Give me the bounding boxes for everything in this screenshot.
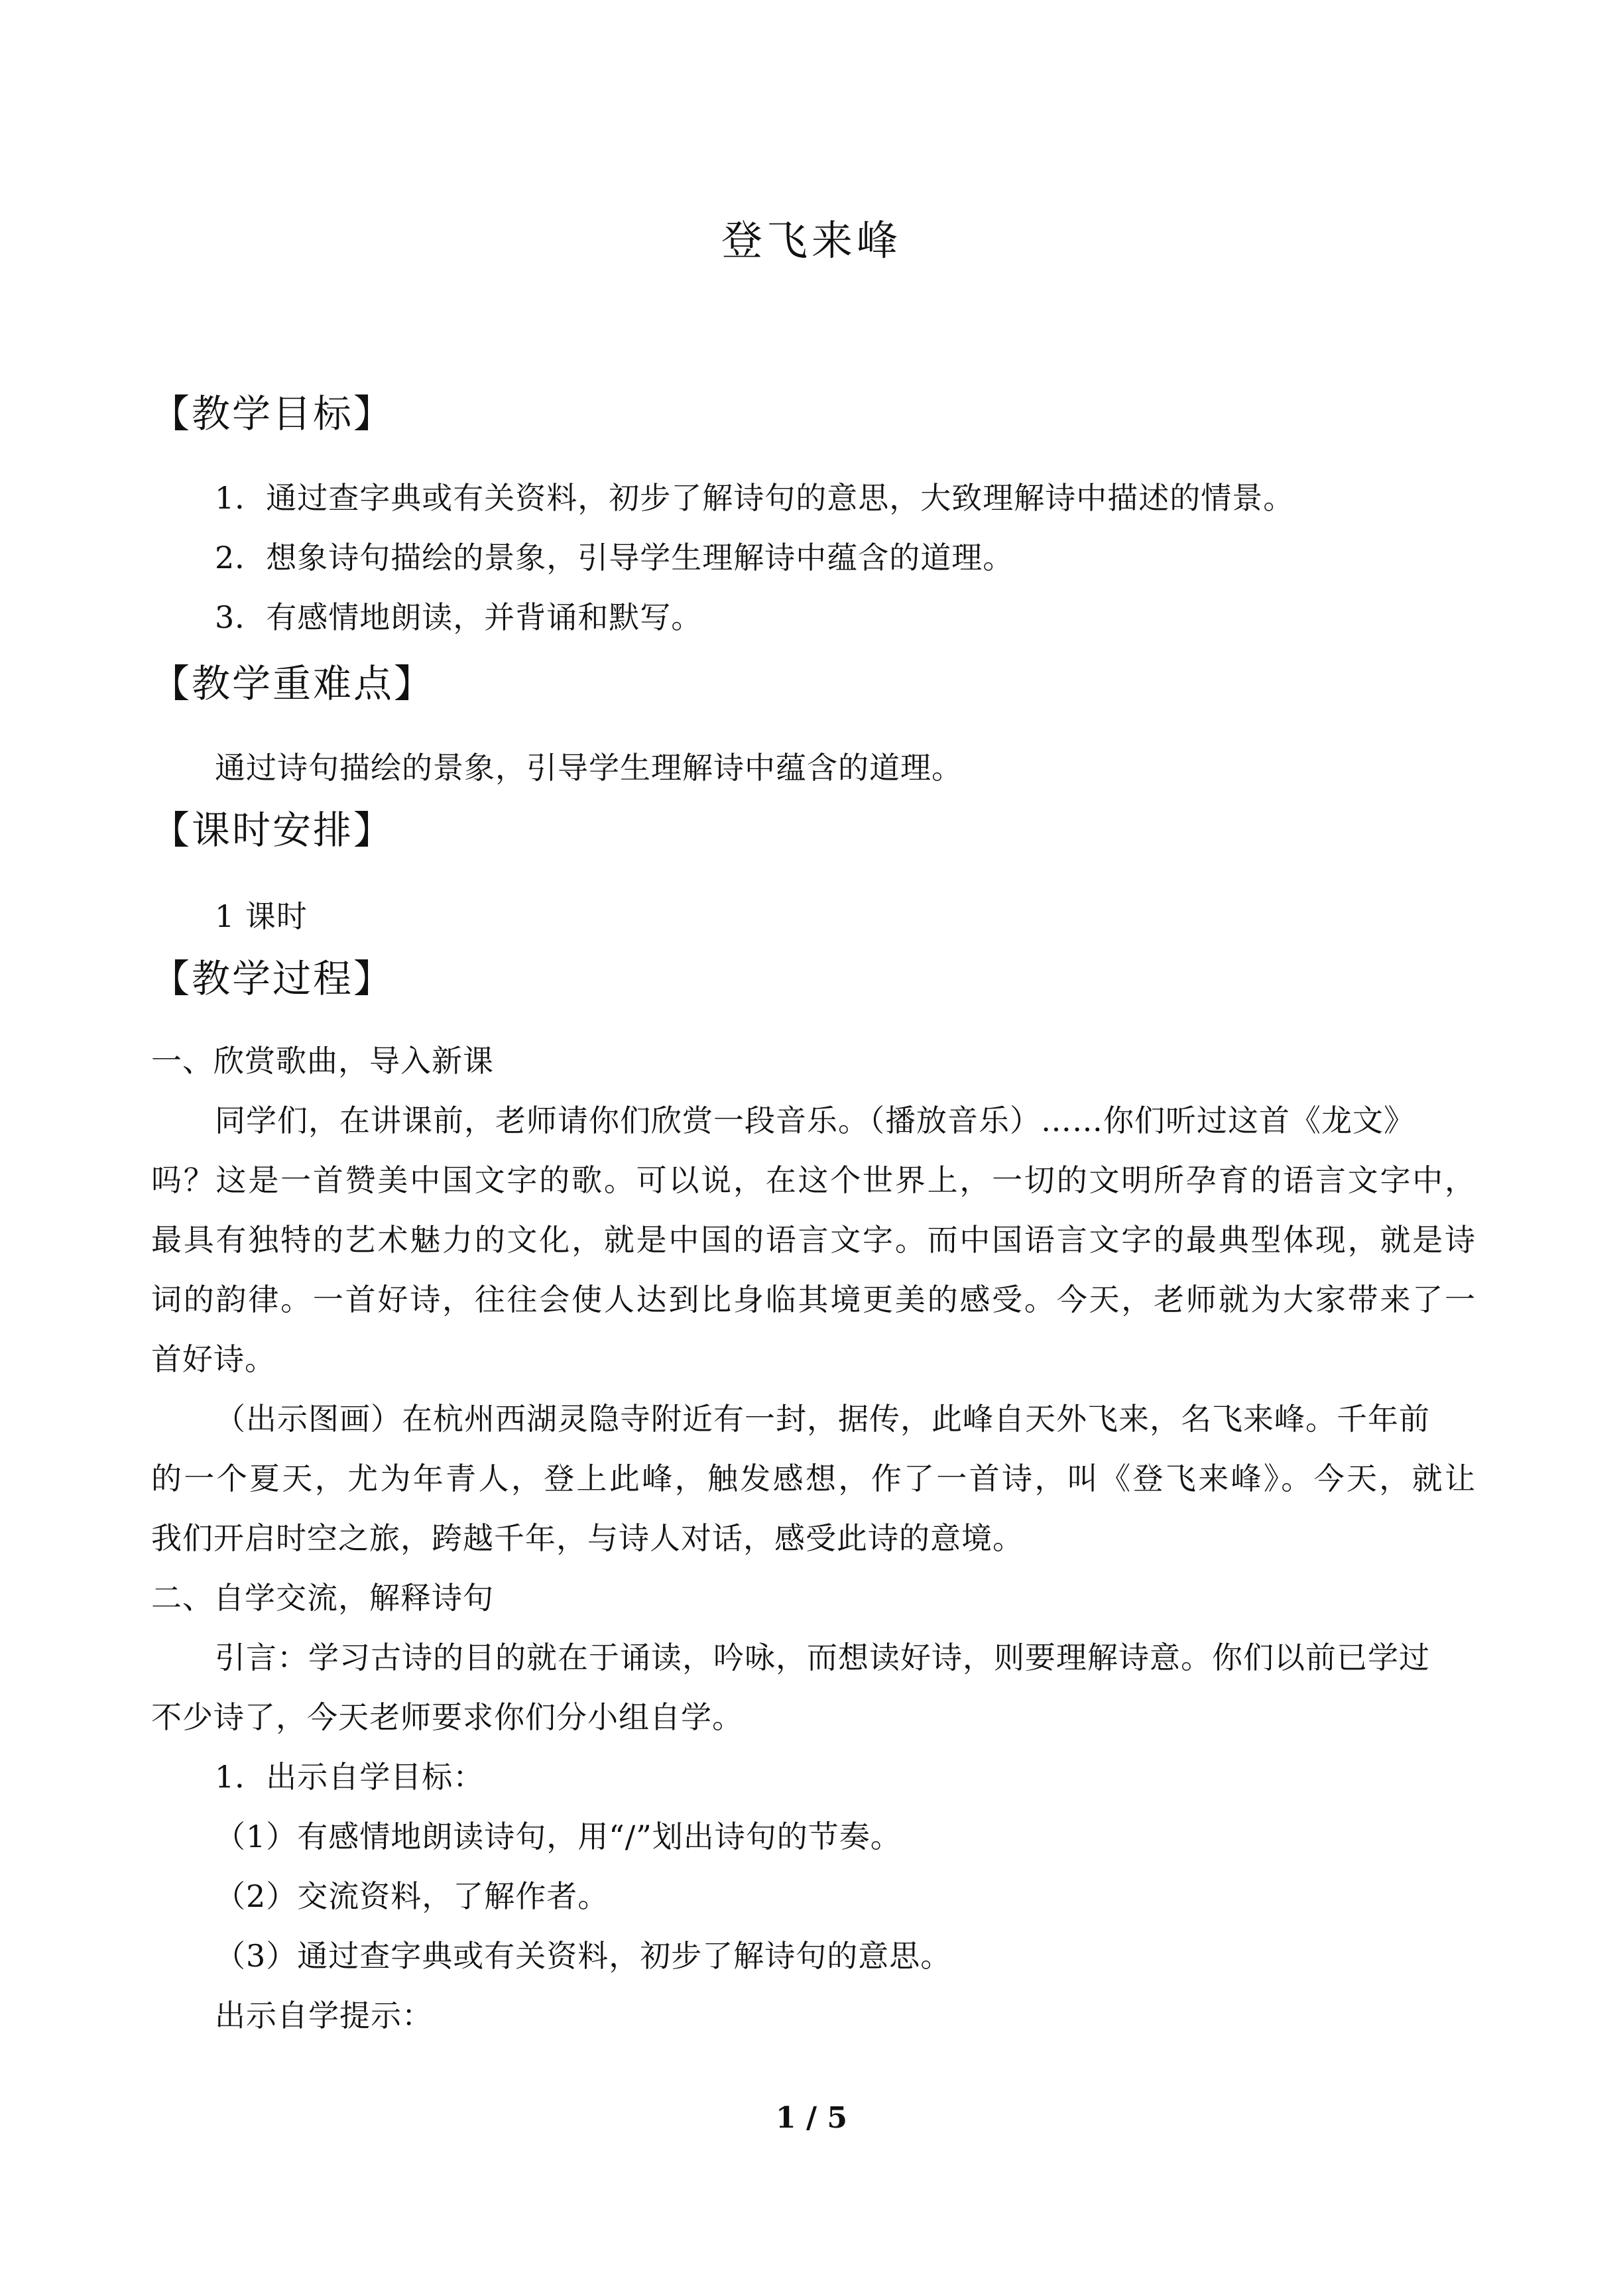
- goal-item-2: 2．想象诗句描绘的景象，引导学生理解诗中蕴含的道理。: [215, 540, 1014, 575]
- part2-para1-line: 不少诗了，今天老师要求你们分小组自学。: [151, 1699, 743, 1735]
- section-heading-key: 【教学重难点】: [151, 661, 435, 706]
- part1-para1-line: 同学们，在讲课前，老师请你们欣赏一段音乐。（播放音乐）……你们听过这首《龙文》: [215, 1103, 1415, 1138]
- part1-para2-line: 我们开启时空之旅，跨越千年，与诗人对话，感受此诗的意境。: [151, 1520, 1024, 1556]
- part2-subitem-2: （2）交流资料，了解作者。: [215, 1878, 609, 1914]
- section-heading-goals: 【教学目标】: [151, 391, 394, 436]
- goal-item-3: 3．有感情地朗读，并背诵和默写。: [215, 599, 703, 635]
- page-number: 1 / 5: [776, 2101, 847, 2135]
- goal-item-1: 1．通过查字典或有关资料，初步了解诗句的意思，大致理解诗中描述的情景。: [215, 480, 1295, 516]
- part1-para2-line: （出示图画）在杭州西湖灵隐寺附近有一封，据传，此峰自天外飞来，名飞来峰。千年前: [215, 1401, 1430, 1437]
- section-heading-schedule: 【课时安排】: [151, 808, 394, 853]
- part1-para1-line: 词的韵律。一首好诗，往往会使人达到比身临其境更美的感受。今天，老师就为大家带来了一: [151, 1282, 1476, 1317]
- part2-para1-line: 引言：学习古诗的目的就在于诵读，吟咏，而想读好诗，则要理解诗意。你们以前已学过: [215, 1640, 1430, 1675]
- part1-para2-line: 的一个夏天，尤为年青人，登上此峰，触发感想，作了一首诗，叫《登飞来峰》。今天，就让: [151, 1461, 1476, 1496]
- schedule-text: 1 课时: [215, 898, 308, 934]
- part2-subitem-3: （3）通过查字典或有关资料，初步了解诗句的意思。: [215, 1938, 952, 1974]
- part2-item-1: 1．出示自学目标：: [215, 1759, 485, 1795]
- part2-heading: 二、自学交流，解释诗句: [151, 1580, 494, 1616]
- part1-para1-line: 最具有独特的艺术魅力的文化，就是中国的语言文字。而中国语言文字的最典型体现，就是诗: [151, 1222, 1476, 1258]
- part2-subitem-1: （1）有感情地朗读诗句，用“/”划出诗句的节奏。: [215, 1819, 902, 1854]
- part2-tip: 出示自学提示：: [215, 1998, 433, 2033]
- part1-para1-line: 首好诗。: [151, 1341, 276, 1377]
- part1-para1-line: 吗？这是一首赞美中国文字的歌。可以说，在这个世界上，一切的文明所孕育的语言文字中，: [151, 1162, 1476, 1198]
- section-heading-process: 【教学过程】: [151, 956, 394, 1001]
- part1-heading: 一、欣赏歌曲，导入新课: [151, 1043, 494, 1079]
- key-text: 通过诗句描绘的景象，引导学生理解诗中蕴含的道理。: [215, 750, 963, 786]
- document-title: 登飞来峰: [721, 216, 902, 265]
